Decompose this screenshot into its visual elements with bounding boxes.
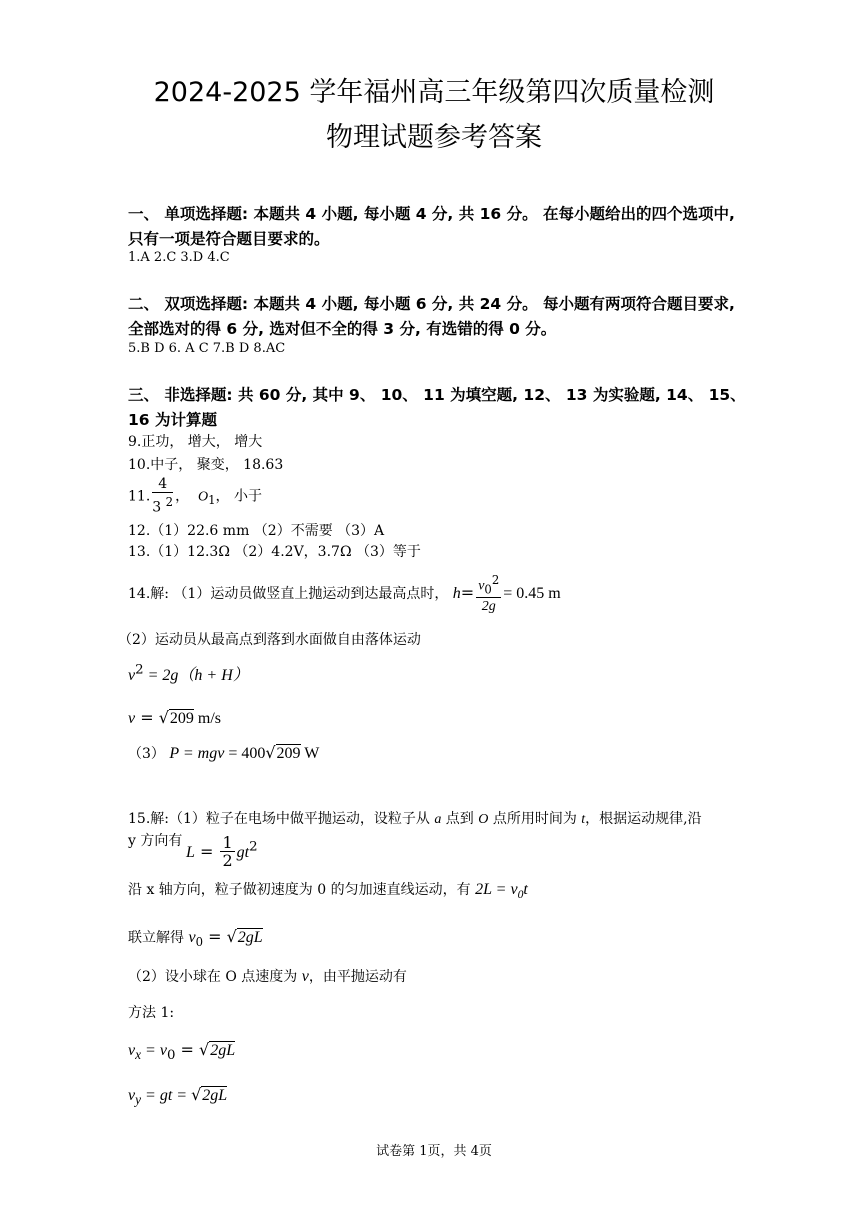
q12-answer: 12.（1）22.6 mm （2）不需要 （3）A <box>128 523 385 539</box>
q13-answer: 13.（1）12.3Ω （2）4.2V，3.7Ω （3）等于 <box>128 544 421 560</box>
q14-part3: （3） P = mgv = 400√209 W <box>128 743 320 762</box>
q14-eq1: $v^2 = 2g(h + H)$ <box>128 662 249 684</box>
q14-eq2: v = √209 m/s <box>128 708 222 727</box>
q14-part1: 14.解: （1）运动员做竖直上抛运动到达最高点时， h= $\frac{v_0^2}{2g}$ = 0.45 m <box>128 573 561 615</box>
q15-method-label: 方法 1: <box>128 1005 175 1021</box>
q14-part2-text: （2）运动员从最高点到落到水面做自由落体运动 <box>118 632 421 648</box>
q15-line4: 联立解得 $v_0 = √2gL$ <box>128 927 263 949</box>
q10-answer: 10.中子， 聚变， 18.63 <box>128 457 284 473</box>
q15-line2: y 方向有 <box>128 833 183 849</box>
q15-line5: （2）设小球在 O 点速度为 v，由平抛运动有 <box>128 968 407 985</box>
page-title-line1: 2024-2025 学年福州高三年级第四次质量检测 <box>153 77 715 108</box>
q14-height-fraction: $\frac{v_0^2}{2g}$ <box>478 573 500 615</box>
section1-answers: 1.A 2.C 3.D 4.C <box>128 250 230 265</box>
section3-heading: 三、 非选择题: 共 60 分, 其中 9、 10、 11 为填空题, 12、 13 为实验题, 14、 15、 16 为计算题 <box>128 386 746 429</box>
q15-line3: 沿 x 轴方向，粒子做初速度为 0 的匀加速直线运动，有 $2L = v_0t$ <box>128 881 528 901</box>
q15-eq1: L = $\frac{1}{2}$ $gt^2$ <box>186 833 258 870</box>
section2-heading: 二、 双项选择题: 本题共 4 小题, 每小题 6 分, 共 24 分。 每小题有两项符合题目要求, 全部选对的得 6 分, 选对但不全的得 3 分, 有选错的得 0 分。 <box>128 295 735 338</box>
q15-eq-vx: $v_x = v_0 = √2gL$ <box>128 1040 236 1064</box>
page-title-line2: 物理试题参考答案 <box>326 122 542 153</box>
q15-line1: 15.解:（1）粒子在电场中做平抛运动，设粒子从 a 点到 O 点所用时间为 t，根据运动规律,沿 <box>128 811 702 827</box>
section1-heading: 一、 单项选择题: 本题共 4 小题, 每小题 4 分, 共 16 分。 在每小题给出的四个选项中, 只有一项是符合题目要求的。 <box>128 205 735 248</box>
q11-answer: 11. $\frac{4}{3 ^2}$ ， $O_1$， 小于 <box>128 476 262 516</box>
page-footer: 试卷第 1页，共 4页 <box>376 1144 492 1159</box>
q11-fraction: $\frac{4}{3 ^2}$ <box>152 476 174 516</box>
q9-answer: 9.正功， 增大， 增大 <box>128 434 263 450</box>
q15-eq-vy: $v_y$ = gt = √2gL <box>128 1085 228 1108</box>
section2-answers: 5.B D 6. A C 7.B D 8.AC <box>128 341 286 356</box>
